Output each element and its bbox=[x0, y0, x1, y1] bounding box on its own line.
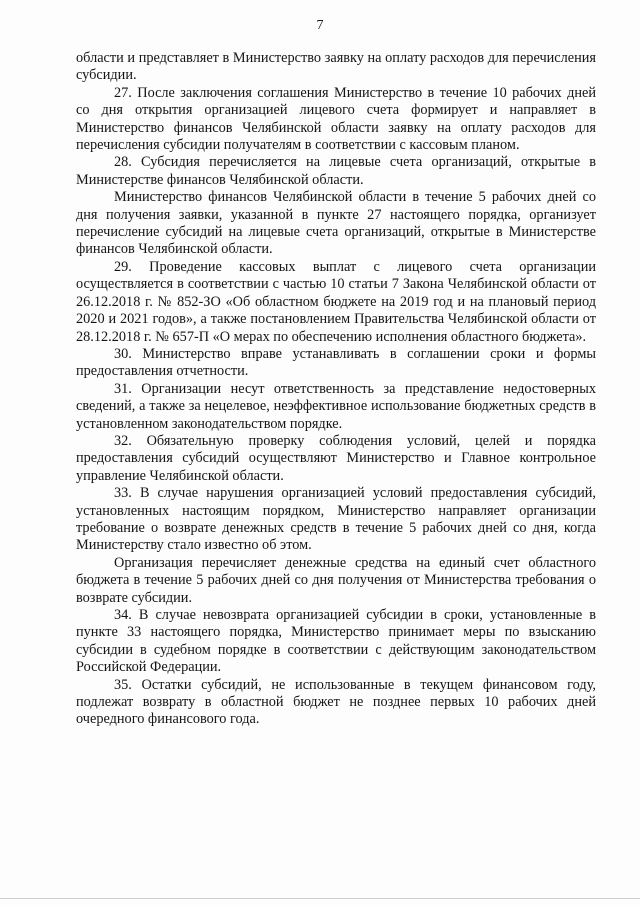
paragraph-item-33: 33. В случае нарушения организацией условий предоставления субсидий, установленных настоящим порядком, Министерство направляет организации требование о возврате денежных средств в течение 5 рабочих дней со дня, когда Министерству стало известно об этом. bbox=[76, 485, 596, 554]
paragraph-item-35: 35. Остатки субсидий, не использованные в текущем финансовом году, подлежат возврату в областной бюджет не позднее первых 10 рабочих дней очередного финансового года. bbox=[76, 676, 596, 728]
paragraph-item-33-detail: Организация перечисляет денежные средства на единый счет областного бюджета в течение 5 рабочих дней со дня получения от Министерства требования о возврате субсидии. bbox=[76, 554, 596, 606]
paragraph-item-31: 31. Организации несут ответственность за представление недостоверных сведений, а также за нецелевое, неэффективное использование бюджетных средств в установленном законодательством порядке. bbox=[76, 380, 596, 432]
page-number: 7 bbox=[316, 18, 324, 33]
paragraph-item-32: 32. Обязательную проверку соблюдения условий, целей и порядка предоставления субсидий осуществляют Министерство и Главное контрольное управление Челябинской области. bbox=[76, 432, 596, 484]
paragraph-item-28: 28. Субсидия перечисляется на лицевые счета организаций, открытые в Министерстве финансов Челябинской области. bbox=[76, 154, 596, 188]
document-body bbox=[76, 50, 596, 729]
paragraph-item-29: 29. Проведение кассовых выплат с лицевого счета организации осуществляется в соответствии с частью 10 статьи 7 Закона Челябинской области от 26.12.2018 г. № 852-ЗО «Об областном бюджете на 2019 год и на плановый период 2020 и 2021 годов», а также постановлением Правительства Челябинской области от 28.12.2018 г. № 657-П «О мерах по обеспечению исполнения областного бюджета». bbox=[76, 258, 596, 345]
paragraph-continuation: области и представляет в Министерство заявку на оплату расходов для перечисления субсидии. bbox=[76, 50, 596, 84]
paragraph-item-34: 34. В случае невозврата организацией субсидии в сроки, установленные в пункте 33 настоящего порядка, Министерство принимает меры по взысканию субсидии в судебном порядке в соответствии с действующим законодательством Российской Федерации. bbox=[76, 607, 596, 676]
page-bottom-edge bbox=[0, 898, 640, 899]
paragraph-item-28-detail: Министерство финансов Челябинской области в течение 5 рабочих дней со дня получения заявки, указанной в пункте 27 настоящего порядка, организует перечисление субсидий на лицевые счета организаций, открытые в Министерстве финансов Челябинской области. bbox=[76, 189, 596, 258]
paragraph-item-27: 27. После заключения соглашения Министерство в течение 10 рабочих дней со дня открытия организацией лицевого счета формирует и направляет в Министерство финансов Челябинской области заявку на оплату расходов для перечисления субсидии получателям в соответствии с кассовым планом. bbox=[76, 84, 596, 154]
paragraph-item-30: 30. Министерство вправе устанавливать в соглашении сроки и формы предоставления отчетности. bbox=[76, 345, 596, 380]
